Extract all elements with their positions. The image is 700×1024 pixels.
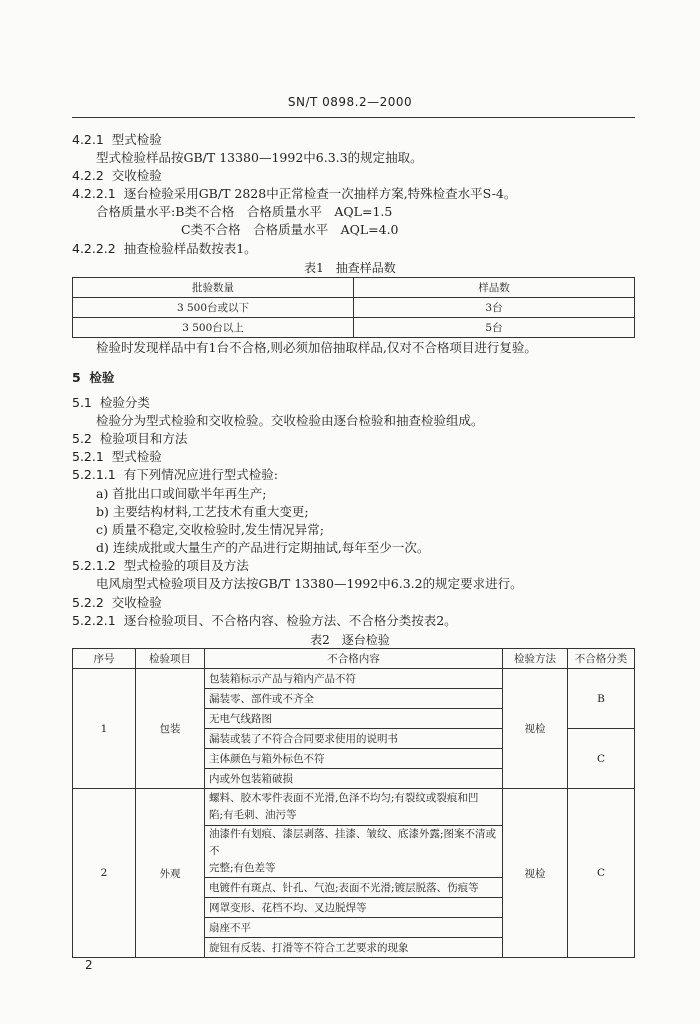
table-cell: 5台 xyxy=(354,318,635,338)
section-4-2-1-heading xyxy=(72,132,162,148)
table-header-row xyxy=(73,278,635,298)
list-item: a) 首批出口或间歇半年再生产; xyxy=(96,486,267,501)
class-cell: C xyxy=(568,729,635,789)
table-cell: 3台 xyxy=(354,298,635,318)
cell-line: 完整;有色差等 xyxy=(209,862,276,874)
section-number: 5.2.1.2 xyxy=(72,558,116,573)
section-title: 型式检验 xyxy=(111,449,162,464)
column-header: 检验项目 xyxy=(136,649,205,669)
table1-caption: 表1 抽查样品数 xyxy=(304,261,396,275)
paragraph: 型式检验样品按GB/T 13380—1992中6.3.3的规定抽取。 xyxy=(96,150,423,165)
section-text: 抽查检验样品数按表1。 xyxy=(123,241,257,256)
table-row xyxy=(73,318,635,338)
table1-sample-counts xyxy=(72,277,635,338)
table-row xyxy=(73,298,635,318)
table2-unit-inspection xyxy=(72,648,635,958)
seq-cell: 1 xyxy=(73,669,136,789)
table-cell xyxy=(205,826,503,878)
cell-line: 螺料、胶木零件表面不光滑,色泽不均匀;有裂纹或裂痕和凹 xyxy=(209,792,479,804)
table-cell: 无电气线路图 xyxy=(205,709,503,729)
paragraph: 电风扇型式检验项目及方法按GB/T 13380—1992中6.3.2的规定要求进行。 xyxy=(96,576,523,591)
section-number: 5.2.2.1 xyxy=(72,613,116,628)
method-cell: 视检 xyxy=(503,789,568,958)
section-title: 型式检验的项目及方法 xyxy=(123,558,249,573)
section-title: 交收检验 xyxy=(111,168,162,183)
paragraph: 检验时发现样品中有1台不合格,则必须加倍抽取样品,仅对不合格项目进行复验。 xyxy=(96,340,537,355)
aql-c-line: C类不合格 合格质量水平 AQL=4.0 xyxy=(181,222,399,237)
table-cell xyxy=(205,789,503,826)
section-5-2-2-heading xyxy=(72,595,162,611)
class-cell: B xyxy=(568,669,635,729)
section-text: 逐台检验项目、不合格内容、检验方法、不合格分类按表2。 xyxy=(123,613,457,628)
section-title: 检验项目和方法 xyxy=(99,431,188,446)
page-number: 2 xyxy=(85,958,93,972)
section-5-heading xyxy=(72,370,114,386)
section-5-2-2-1 xyxy=(72,613,457,629)
section-title: 交收检验 xyxy=(111,595,162,610)
seq-cell: 2 xyxy=(73,789,136,958)
table-header-row xyxy=(73,649,635,669)
column-header: 批验数量 xyxy=(73,278,354,298)
section-5-1-heading xyxy=(72,395,150,411)
column-header: 检验方法 xyxy=(503,649,568,669)
table-cell: 内或外包装箱破损 xyxy=(205,769,503,789)
table-cell: 漏装零、部件或不齐全 xyxy=(205,689,503,709)
section-5-2-1-2-heading xyxy=(72,558,249,574)
table2-caption: 表2 逐台检验 xyxy=(310,633,390,647)
section-number: 4.2.2.1 xyxy=(72,186,116,201)
table-cell: 主体颜色与箱外标色不符 xyxy=(205,749,503,769)
paragraph: 检验分为型式检验和交收检验。交收检验由逐台检验和抽查检验组成。 xyxy=(96,413,484,428)
column-header: 样品数 xyxy=(354,278,635,298)
table-cell: 电镀件有斑点、针孔、气泡;表面不光滑;镀层脱落、伤痕等 xyxy=(205,878,503,898)
list-item: d) 连续成批或大量生产的产品进行定期抽试,每年至少一次。 xyxy=(96,540,430,555)
table-cell: 3 500台或以下 xyxy=(73,298,354,318)
column-header: 不合格分类 xyxy=(568,649,635,669)
column-header: 不合格内容 xyxy=(205,649,503,669)
section-number: 5.2 xyxy=(72,431,92,446)
cell-line: 油漆件有划痕、漆层剥落、挂漆、皱纹、底漆外露;图案不清或不 xyxy=(209,828,497,857)
column-header: 序号 xyxy=(73,649,136,669)
table-cell: 漏装或装了不符合合同要求使用的说明书 xyxy=(205,729,503,749)
list-item: c) 质量不稳定,交收检验时,发生情况异常; xyxy=(96,522,325,537)
table-cell: 扇座不平 xyxy=(205,918,503,938)
section-text: 有下列情况应进行型式检验: xyxy=(123,467,278,482)
section-number: 4.2.1 xyxy=(72,132,104,147)
section-number: 4.2.2 xyxy=(72,168,104,183)
class-cell: C xyxy=(568,789,635,958)
section-text: 逐台检验采用GB/T 2828中正常检查一次抽样方案,特殊检查水平S-4。 xyxy=(123,186,517,201)
section-number: 5 xyxy=(72,370,81,385)
section-title: 检验 xyxy=(89,370,115,385)
section-number: 4.2.2.2 xyxy=(72,241,116,256)
item-cell: 包装 xyxy=(136,669,205,789)
table-cell: 3 500台以上 xyxy=(73,318,354,338)
section-number: 5.1 xyxy=(72,395,92,410)
table-cell: 网罩变形、花档不均、叉边脱焊等 xyxy=(205,898,503,918)
section-5-2-1-heading xyxy=(72,449,162,465)
table-row xyxy=(73,789,635,826)
standard-code-header: SN/T 0898.2—2000 xyxy=(287,95,413,109)
table-cell: 旋钮有反装、打滑等不符合工艺要求的现象 xyxy=(205,938,503,958)
header-rule xyxy=(72,117,635,118)
method-cell: 视检 xyxy=(503,669,568,789)
item-cell: 外观 xyxy=(136,789,205,958)
section-number: 5.2.1.1 xyxy=(72,467,116,482)
section-4-2-2-2 xyxy=(72,241,257,257)
aql-b-line: 合格质量水平:B类不合格 合格质量水平 AQL=1.5 xyxy=(96,204,393,219)
section-4-2-2-1 xyxy=(72,186,516,202)
section-title: 型式检验 xyxy=(111,132,162,147)
table-row xyxy=(73,669,635,689)
section-number: 5.2.2 xyxy=(72,595,104,610)
section-5-2-heading xyxy=(72,431,187,447)
table-cell: 包装箱标示产品与箱内产品不符 xyxy=(205,669,503,689)
section-5-2-1-1 xyxy=(72,467,278,483)
list-item: b) 主要结构材料,工艺技术有重大变更; xyxy=(96,504,309,519)
cell-line: 陷;有毛刺、油污等 xyxy=(209,809,297,821)
section-title: 检验分类 xyxy=(99,395,150,410)
section-number: 5.2.1 xyxy=(72,449,104,464)
section-4-2-2-heading xyxy=(72,168,162,184)
